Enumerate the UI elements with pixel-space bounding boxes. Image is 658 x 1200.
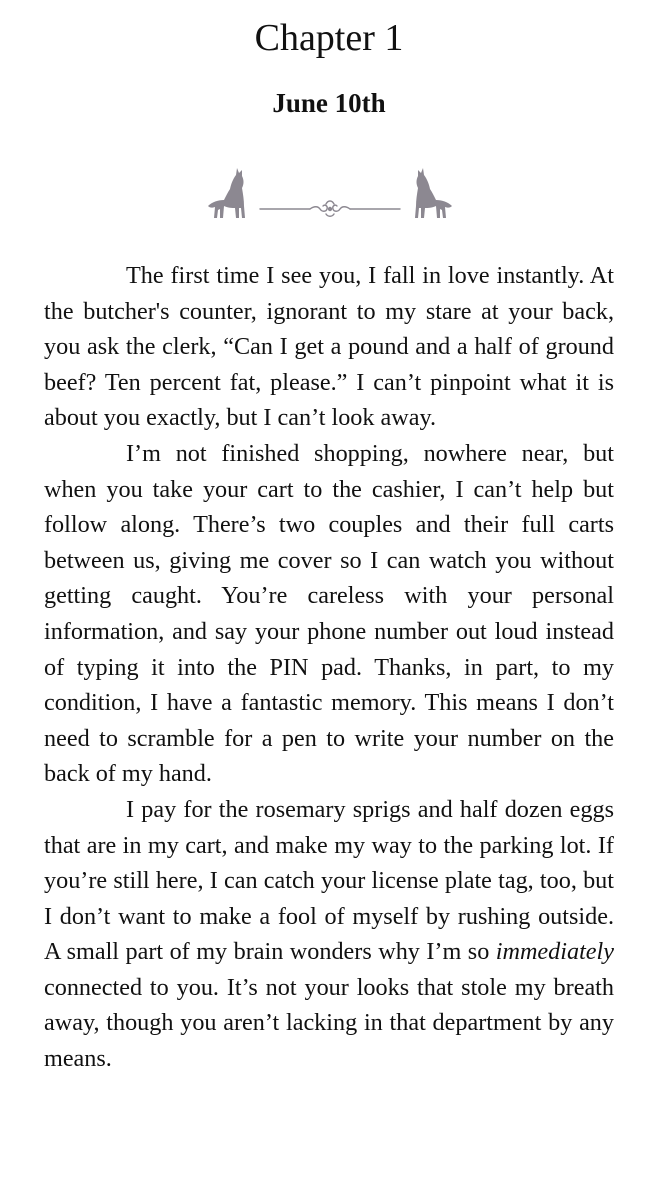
paragraph-text: The first time I see you, I fall in love instantly. At the butcher's counter, ignorant to my stare at your back, you ask the clerk, “Can I get a pound and a half of ground beef? Ten percent fat, please.” I can’t pinpoint what it is about you exactly, but I can’t look away. [44, 262, 614, 432]
paragraph-text: connected to you. It’s not your looks that stole my breath away, though you aren’t lacking in that department by any means. [44, 973, 614, 1073]
howling-wolf-icon-right [415, 168, 452, 218]
chapter-title: Chapter 1 [254, 17, 404, 59]
chapter-body [44, 258, 614, 1077]
chapter-date: June 10th [272, 88, 386, 118]
paragraph-text: I’m not finished shopping, nowhere near, but when you take your cart to the cashier, I can’t help but follow along. There’s two couples and their full carts between us, giving me cover so I can watch you without getting caught. You’re careless with your personal information, and say your phone number out loud instead of typing it into the PIN pad. Thanks, in part, to my condition, I have a fantastic memory. This means I don’t need to scramble for a pen to write your number on the back of my hand. [44, 439, 614, 788]
paragraph-text: I pay for the rosemary sprigs and half dozen eggs that are in my cart, and make my way to the parking lot. If you’re still here, I can catch your license plate tag, too, but I don’t want to make a fool of myself by rushing outside. A small part of my brain wonders why I’m so [44, 795, 614, 966]
paragraph [44, 258, 614, 436]
paragraph [44, 792, 614, 1077]
paragraph [44, 436, 614, 792]
chapter-ornament [206, 162, 454, 222]
howling-wolf-icon-left [208, 168, 245, 218]
emphasized-text: immediately [495, 938, 614, 966]
flourish-divider-icon [260, 201, 400, 216]
